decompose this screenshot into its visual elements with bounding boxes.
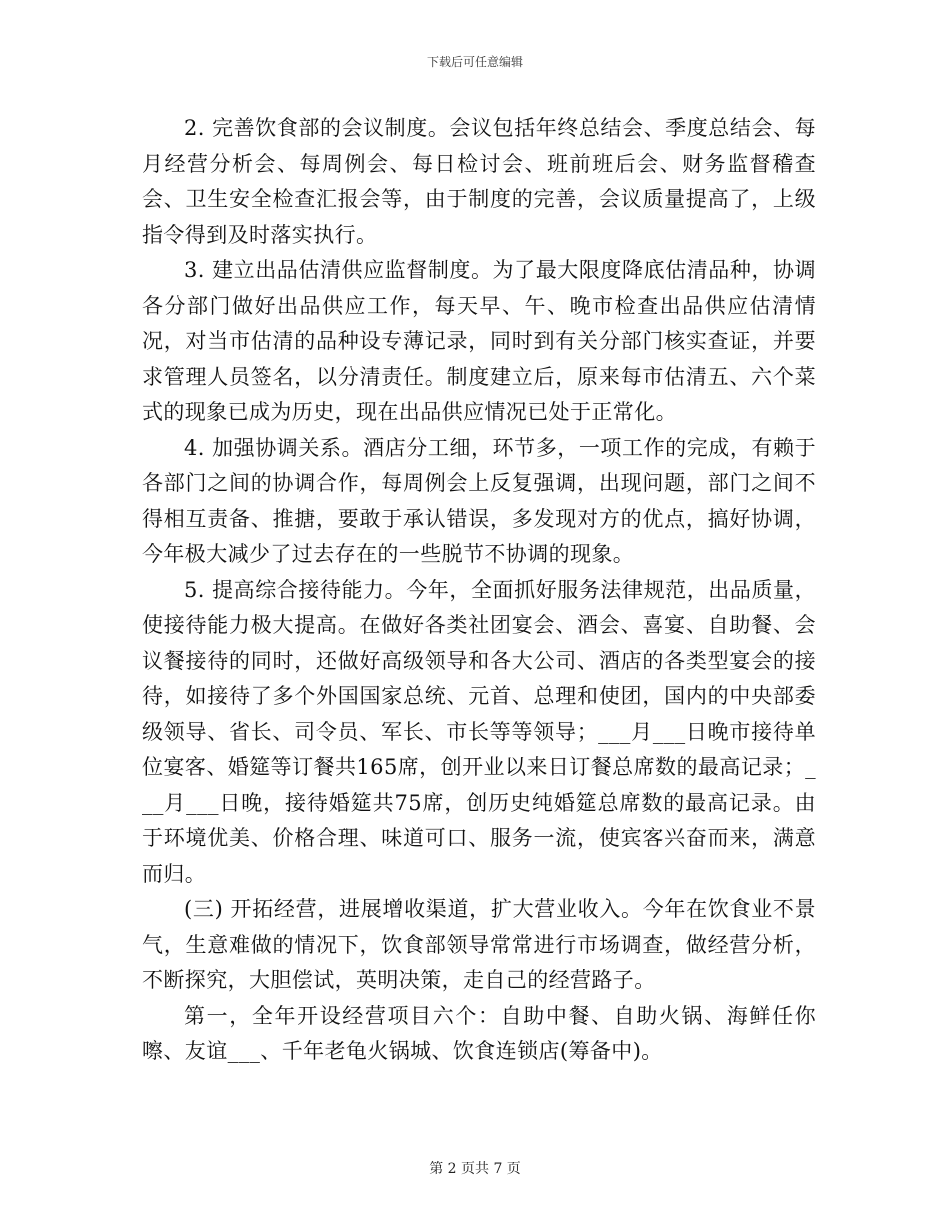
paragraph-reception-capacity: 5. 提高综合接待能力。今年，全面抓好服务法律规范，出品质量，使接待能力极大提高。在做好各类社团宴会、酒会、喜宴、自助餐、会议餐接待的同时，还做好高级领导和各大公司、酒店的各类型宴会的接待，如接待了多个外国国家总统、元首、总理和使团，国内的中央部委级领导、省长、司令员、军长、市长等等领导；___月___日晚市接待单位宴客、婚筵等订餐共165席，创开业以来日订餐总席数的最高记录；___月___日晚，接待婚筵共75席，创历史纯婚筵总席数的最高记录。由于环境优美、价格合理、味道可口、服务一流，使宾客兴奋而来，满意而归。 [142, 577, 816, 886]
paragraph-business-projects: 第一，全年开设经营项目六个：自助中餐、自助火锅、海鲜任你嚓、友谊___、千年老龟火锅城、饮食连锁店(筹备中)。 [142, 1003, 816, 1063]
paragraph-business-expansion: (三) 开拓经营，进展增收渠道，扩大营业收入。今年在饮食业不景气，生意难做的情况下，饮食部领导常常进行市场调查，做经营分析，不断探究，大胆偿试，英明决策，走自己的经营路子。 [142, 897, 816, 992]
paragraph-meeting-system: 2. 完善饮食部的会议制度。会议包括年终总结会、季度总结会、每月经营分析会、每周例会、每日检讨会、班前班后会、财务监督稽查会、卫生安全检查汇报会等，由于制度的完善，会议质量提高了，上级指令得到及时落实执行。 [142, 116, 816, 247]
page-header: 下载后可任意编辑 [426, 55, 523, 69]
paragraph-supply-supervision: 3. 建立出品估清供应监督制度。为了最大限度降底估清品种，协调各分部门做好出品供应工作，每天早、午、晚市检查出品供应估清情况，对当市估清的品种设专薄记录，同时到有关分部门核实查证，并要求管理人员签名，以分清责任。制度建立后，原来每市估清五、六个菜式的现象已成为历史，现在出品供应情况已处于正常化。 [142, 258, 816, 424]
page-number: 第 2 页共 7 页 [429, 1161, 521, 1177]
paragraph-coordination: 4. 加强协调关系。酒店分工细，环节多，一项工作的完成，有赖于各部门之间的协调合作，每周例会上反复强调，出现问题，部门之间不得相互责备、推搪，要敢于承认错误，多发现对方的优点，搞好协调，今年极大减少了过去存在的一些脱节不协调的现象。 [142, 435, 816, 566]
document-body [142, 111, 816, 1070]
